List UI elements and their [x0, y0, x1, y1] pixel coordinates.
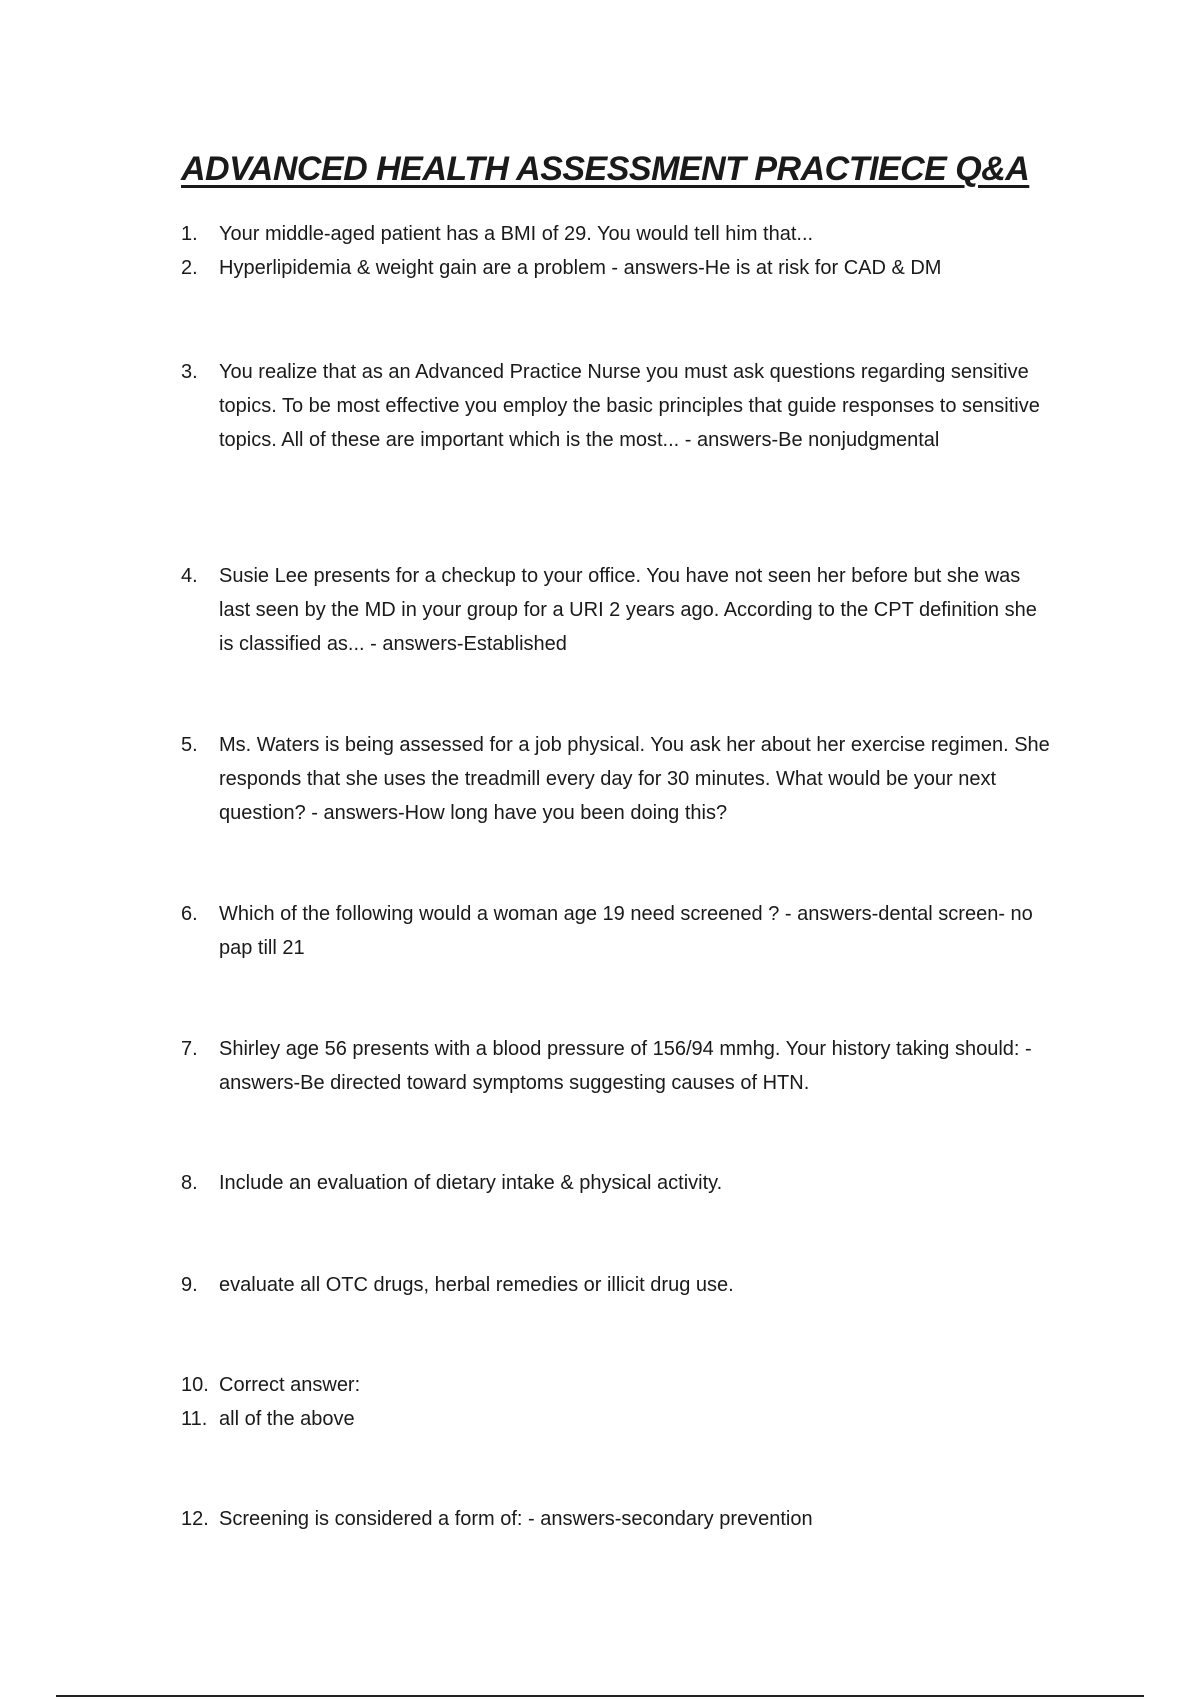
item-text: Shirley age 56 presents with a blood pressure of 156/94 mmhg. Your history taking should: - answers-Be directed toward symptoms suggesting causes of HTN. — [219, 1038, 1032, 1094]
item-number: 5. — [181, 734, 198, 756]
item-number: 6. — [181, 903, 198, 925]
list-item-9 — [181, 1268, 1051, 1302]
item-text: You realize that as an Advanced Practice Nurse you must ask questions regarding sensitive topics. To be most effective you employ the basic principles that guide responses to sensitive topics. All of these are important which is the most... - answers-Be nonjudgmental — [219, 361, 1040, 451]
page-title: ADVANCED HEALTH ASSESSMENT PRACTIECE Q&A — [181, 150, 1030, 188]
item-text: Ms. Waters is being assessed for a job physical. You ask her about her exercise regimen. She responds that she uses the treadmill every day for 30 minutes. What would be your next question? - answers-How long have you been doing this? — [219, 734, 1050, 824]
item-text: Include an evaluation of dietary intake & physical activity. — [219, 1172, 723, 1194]
item-number: 10. — [181, 1374, 209, 1396]
list-item-4 — [181, 559, 1051, 661]
item-number: 7. — [181, 1038, 198, 1060]
list-item-10 — [181, 1368, 1051, 1402]
list-item-12 — [181, 1502, 1051, 1536]
item-number: 2. — [181, 257, 198, 279]
item-text: Your middle-aged patient has a BMI of 29. You would tell him that... — [219, 223, 814, 245]
list-item-3 — [181, 355, 1051, 457]
item-number: 1. — [181, 223, 198, 245]
list-item-7 — [181, 1032, 1051, 1100]
item-number: 12. — [181, 1508, 209, 1530]
item-text: Correct answer: — [219, 1374, 361, 1396]
list-item-8 — [181, 1166, 1051, 1200]
item-number: 11. — [181, 1408, 208, 1430]
item-text: Which of the following would a woman age 19 need screened ? - answers-dental screen- no pap till 21 — [219, 903, 1033, 959]
item-number: 9. — [181, 1274, 198, 1296]
list-item-2 — [181, 251, 1051, 285]
list-item-5 — [181, 728, 1051, 830]
item-number: 4. — [181, 565, 198, 587]
item-text: Hyperlipidemia & weight gain are a problem - answers-He is at risk for CAD & DM — [219, 257, 942, 279]
item-number: 3. — [181, 361, 198, 383]
list-item-1 — [181, 217, 1051, 251]
item-text: Screening is considered a form of: - answers-secondary prevention — [219, 1508, 813, 1530]
item-text: Susie Lee presents for a checkup to your office. You have not seen her before but she was last seen by the MD in your group for a URI 2 years ago. According to the CPT definition she is classified as... - answers-Established — [219, 565, 1037, 655]
bottom-divider — [56, 1695, 1144, 1697]
item-text: evaluate all OTC drugs, herbal remedies or illicit drug use. — [219, 1274, 734, 1296]
item-number: 8. — [181, 1172, 198, 1194]
item-text: all of the above — [219, 1408, 355, 1430]
list-item-11 — [181, 1402, 1051, 1436]
list-item-6 — [181, 897, 1051, 965]
